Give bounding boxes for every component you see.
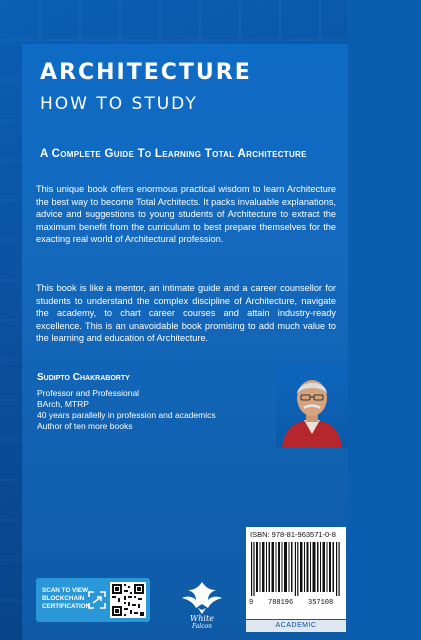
isbn-barcode (246, 527, 346, 619)
author-credentials (37, 388, 267, 432)
blurb-paragraph-1: This unique book offers enormous practical wisdom to learn Architecture the best way to become Total Architects. It packs invaluable explanations, advice and suggestions to young students of Architecture to extract the maximum benefit from the curriculum to best prepare themselves for the exacting real world of Architectural profession. (36, 184, 336, 244)
scan-label-line: SCAN TO VIEW (42, 587, 89, 594)
qr-code-icon[interactable] (110, 582, 146, 618)
author-photo (276, 364, 348, 448)
svg-text:White: White (190, 614, 214, 623)
author-portrait-icon (276, 364, 348, 448)
book-subtitle: HOW TO STUDY (40, 94, 198, 114)
barcode-digits: 788196 (268, 599, 294, 607)
author-name: Sudipto Chakraborty (37, 372, 130, 383)
category-label: ACADEMIC (246, 620, 346, 632)
blurb-paragraph-2: This book is like a mentor, an intimate guide and a career counsellor for students to understand the complex discipline of Architecture, navigate the academy, to chart career courses and attain industry-ready excellence. This is an unavoidable book promising to add much value to the learning and education of Architecture. (36, 283, 336, 343)
blockchain-scan-box[interactable] (36, 578, 150, 622)
barcode-digits: 9 (249, 599, 254, 607)
scan-label (42, 587, 94, 611)
scan-label-line: CERTIFICATION (42, 603, 91, 610)
author-line: BArch, MTRP (37, 399, 89, 409)
svg-text:Falcon: Falcon (191, 623, 213, 630)
book-title: ARCHITECTURE (40, 60, 252, 85)
white-falcon-logo (172, 578, 232, 630)
author-line: Author of ten more books (37, 421, 133, 431)
barcode-icon (251, 542, 341, 596)
isbn-number: ISBN: 978-81-963571-0-8 (250, 530, 336, 539)
author-line: Professor and Professional (37, 388, 140, 398)
book-tagline: A Complete Guide To Learning Total Architecture (40, 148, 307, 160)
barcode-digits: 357108 (308, 599, 334, 607)
scan-label-line: BLOCKCHAIN (42, 595, 85, 602)
scan-frame-icon (88, 591, 106, 609)
author-line: 40 years parallelly in profession and academics (37, 410, 216, 420)
